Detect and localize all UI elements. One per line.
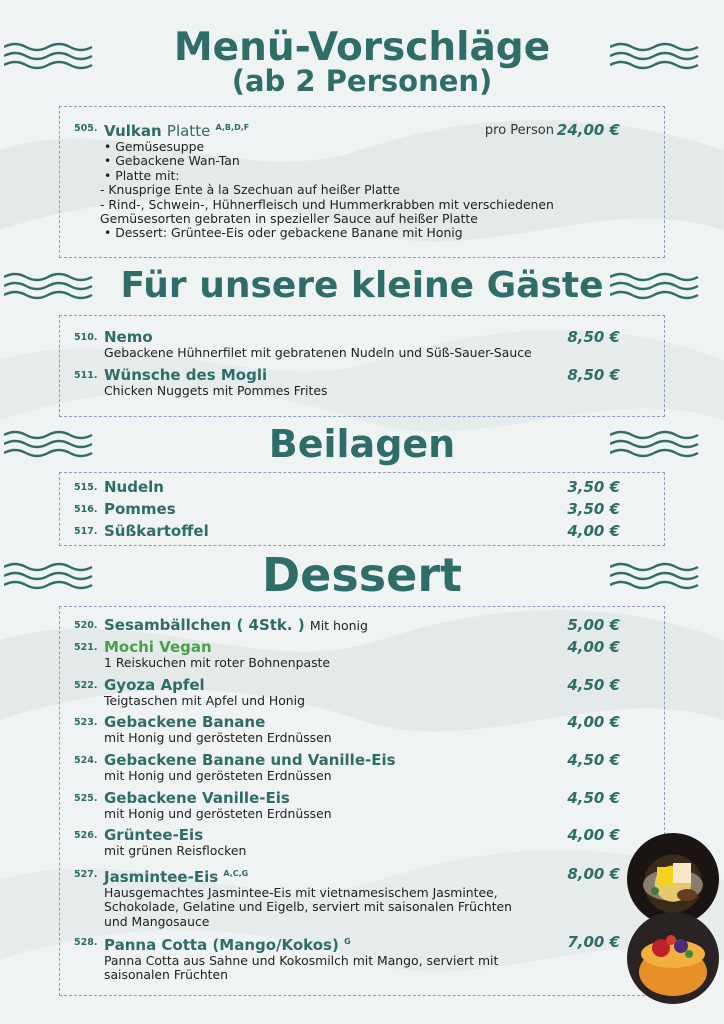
list-item — [74, 328, 624, 360]
page-title: Menü-Vorschläge — [173, 25, 551, 70]
item-name: Jasmintee-Eis — [104, 868, 219, 886]
item-description: saisonalen Früchten — [104, 967, 229, 983]
item-description: mit Honig und gerösteten Erdnüssen — [104, 768, 332, 783]
item-line: • Gemüsesuppe — [104, 139, 205, 154]
per-person-label: pro Person — [484, 123, 554, 138]
item-number: 505. — [74, 123, 98, 134]
sides-box — [59, 472, 665, 546]
item-name: Gebackene Banane und Vanille-Eis — [104, 751, 396, 769]
sides-heading: Beilagen — [268, 422, 456, 466]
list-item — [74, 713, 624, 745]
wave-decoration-icon — [4, 42, 94, 70]
item-price: 3,50 € — [567, 478, 620, 496]
item-name: Sesambällchen ( 4Stk. ) — [104, 616, 305, 634]
allergen-codes: A,C,G — [223, 869, 249, 878]
wave-decoration-icon — [610, 562, 700, 590]
item-description: und Mangosauce — [104, 913, 210, 929]
kids-box — [59, 315, 665, 417]
item-line: • Dessert: Grüntee-Eis oder gebackene Banane mit Honig — [104, 225, 463, 241]
list-item — [74, 826, 624, 858]
item-description: mit grünen Reisflocken — [104, 843, 247, 858]
menu-suggestion-box — [59, 106, 665, 258]
item-line: • Platte mit: — [104, 167, 180, 183]
item-price: 8,00 € — [567, 865, 620, 883]
list-item — [74, 522, 624, 540]
item-price: 4,00 € — [567, 826, 620, 844]
item-price: 3,50 € — [567, 500, 620, 518]
item-name: Wünsche des Mogli — [104, 366, 268, 384]
item-price: 4,50 € — [567, 751, 620, 769]
list-item — [74, 751, 624, 783]
item-name: Süßkartoffel — [104, 522, 209, 540]
item-line: - Knusprige Ente à la Szechuan auf heißer Platte — [100, 182, 401, 198]
kids-heading: Für unsere kleine Gäste — [120, 265, 604, 306]
item-name-suffix: Platte — [166, 122, 211, 140]
item-price: 4,50 € — [567, 676, 620, 694]
item-line: Gemüsesorten gebraten in spezieller Sauce auf heißer Platte — [100, 211, 478, 227]
item-line: - Rind-, Schwein-, Hühnerfleisch und Hummerkrabben mit verschiedenen — [100, 196, 554, 212]
list-item — [74, 366, 624, 398]
item-name: Mochi Vegan — [104, 638, 212, 656]
item-description: Chicken Nuggets mit Pommes Frites — [104, 383, 328, 398]
page-subtitle: (ab 2 Personen) — [231, 64, 493, 98]
item-description: 1 Reiskuchen mit roter Bohnenpaste — [104, 655, 331, 670]
item-number: 520. — [74, 620, 98, 631]
item-price: 8,50 € — [567, 366, 620, 384]
item-line: • Gebackene Wan-Tan — [104, 153, 240, 169]
item-description: mit Honig und gerösteten Erdnüssen — [104, 806, 332, 821]
item-name: Pommes — [104, 500, 176, 518]
item-price: 8,50 € — [567, 328, 620, 346]
item-number: 515. — [74, 482, 98, 493]
list-item — [74, 865, 624, 929]
item-price: 4,50 € — [567, 789, 620, 807]
item-description: Panna Cotta aus Sahne und Kokosmilch mit Mango, serviert mit — [104, 953, 499, 968]
list-item — [74, 616, 624, 635]
wave-decoration-icon — [610, 272, 700, 300]
wave-decoration-icon — [4, 562, 94, 590]
list-item — [74, 789, 624, 821]
item-number: 525. — [74, 793, 98, 804]
item-number: 516. — [74, 504, 98, 515]
item-description: Gebackene Hühnerfilet mit gebratenen Nudeln und Süß-Sauer-Sauce — [104, 345, 532, 360]
list-item — [74, 676, 624, 708]
wave-decoration-icon — [610, 430, 700, 458]
panna-cotta-photo — [627, 912, 719, 1004]
list-item — [74, 933, 624, 983]
item-name: Vulkan — [104, 122, 162, 140]
allergen-codes: G — [344, 937, 351, 946]
item-price: 7,00 € — [567, 933, 620, 951]
dessert-box — [59, 606, 665, 996]
item-name: Gyoza Apfel — [104, 676, 205, 694]
item-name: Nudeln — [104, 478, 164, 496]
list-item — [74, 500, 624, 518]
item-number: 523. — [74, 717, 98, 728]
item-number: 517. — [74, 526, 98, 537]
item-number: 526. — [74, 830, 98, 841]
item-price: 4,00 € — [567, 638, 620, 656]
item-number: 527. — [74, 869, 98, 880]
item-name: Grüntee-Eis — [104, 826, 204, 844]
item-price: 24,00 € — [556, 121, 620, 139]
item-number: 524. — [74, 755, 98, 766]
item-name: Gebackene Banane — [104, 713, 266, 731]
item-description: mit Honig und gerösteten Erdnüssen — [104, 730, 332, 745]
item-number: 522. — [74, 680, 98, 691]
item-inline-note: Mit honig — [309, 618, 368, 633]
allergen-codes: A,B,D,F — [215, 123, 250, 132]
wave-decoration-icon — [610, 42, 700, 70]
list-item — [74, 638, 624, 670]
dessert-heading: Dessert — [261, 548, 462, 602]
item-description: Teigtaschen mit Apfel und Honig — [104, 693, 305, 708]
item-price: 4,00 € — [567, 713, 620, 731]
wave-decoration-icon — [4, 430, 94, 458]
item-number: 521. — [74, 642, 98, 653]
item-number: 528. — [74, 937, 98, 948]
item-name: Panna Cotta (Mango/Kokos) — [104, 936, 339, 954]
item-price: 5,00 € — [567, 616, 620, 634]
item-description: Hausgemachtes Jasmintee-Eis mit vietnamesischem Jasmintee, — [104, 885, 498, 900]
item-description: Schokolade, Gelatine und Eigelb, serviert mit saisonalen Früchten — [104, 899, 513, 915]
item-number: 511. — [74, 370, 98, 381]
item-name: Gebackene Vanille-Eis — [104, 789, 290, 807]
item-number: 510. — [74, 332, 98, 343]
item-price: 4,00 € — [567, 522, 620, 540]
wave-decoration-icon — [4, 272, 94, 300]
item-name: Nemo — [104, 328, 153, 346]
list-item — [74, 478, 624, 496]
